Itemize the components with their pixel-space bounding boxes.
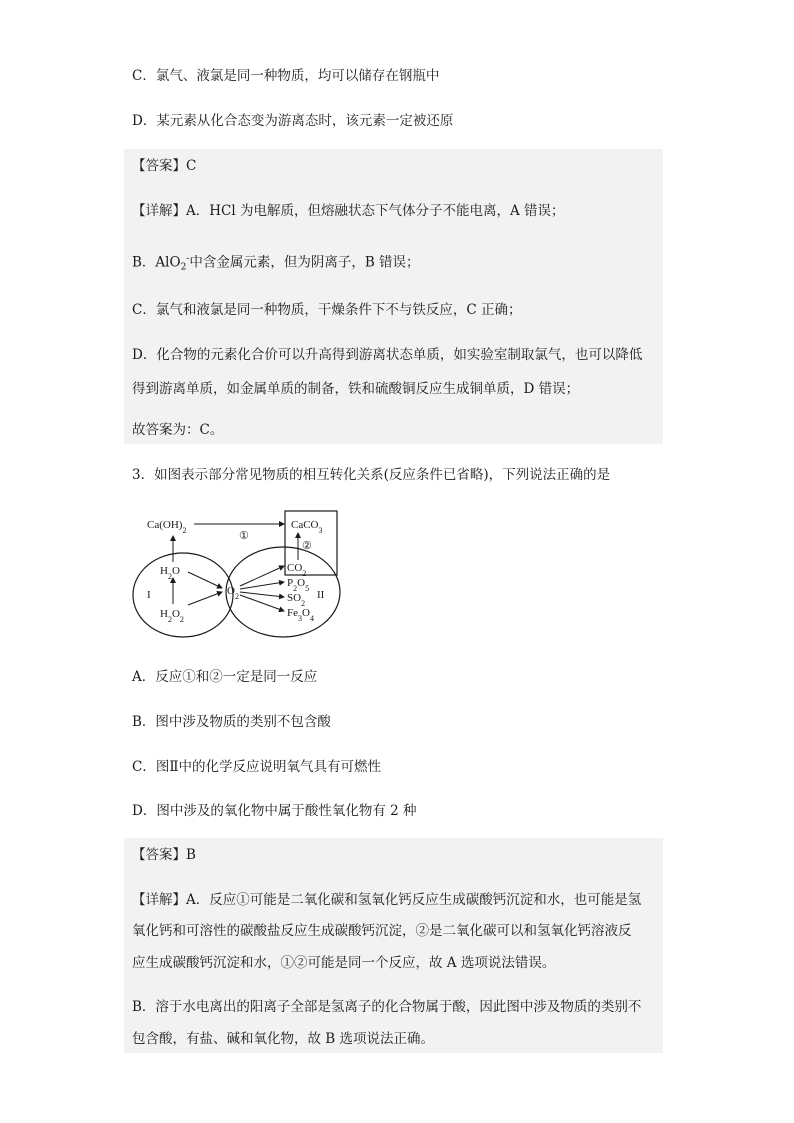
q3-detail-b-line2: 包含酸，有盐、碱和氧化物，故 B 选项说法正确。	[132, 1031, 435, 1047]
q3-option-a-pre: A．反应	[132, 669, 183, 685]
arrow-o2-to-fe3o4	[240, 595, 284, 611]
answer-block-shade-q2	[124, 149, 663, 444]
q2-detail-b-post: 中含金属元素，但为阴离子，B 错误；	[189, 254, 420, 271]
q2-detail-b-pre: B．AlO	[132, 254, 181, 271]
q3-detail-a-line2	[132, 922, 632, 940]
q2-conclusion: 故答案为：C。	[132, 422, 224, 438]
q3-detail-a-line3	[132, 954, 555, 972]
p2o5-label: $P_2O_5$	[287, 577, 310, 593]
q3-option-a-mid: 和	[195, 669, 210, 685]
q2-detail-b-sup: -	[186, 254, 190, 264]
q3-option-a-c2: ②	[209, 669, 223, 685]
q3-detail-a1-c1: ①	[236, 892, 250, 908]
q3-stem: 3．如图表示部分常见物质的相互转化关系(反应条件已省略)，下列说法正确的是	[132, 467, 611, 483]
q3-option-c: C．图Ⅱ中的化学反应说明氧气具有可燃性	[132, 759, 382, 775]
q3-detail-b-line1: B．溶于水电离出的阳离子全部是氢离子的化合物属于酸，因此图中涉及物质的类别不	[132, 999, 642, 1015]
conversion-diagram	[128, 500, 348, 650]
q2-detail-d-line1: D．化合物的元素化合价可以升高得到游离状态单质，如实验室制取氯气，也可以降低	[132, 347, 643, 363]
q3-option-b: B．图中涉及物质的类别不包含酸	[132, 714, 331, 730]
q3-option-a	[132, 668, 317, 686]
co2-label: $CO_2$	[287, 562, 307, 578]
q3-option-d: D．图中涉及的氧化物中属于酸性氧化物有 2 种	[132, 803, 417, 819]
so2-label: $SO_2$	[287, 592, 306, 608]
arrow-o2-to-so2	[240, 592, 284, 597]
arrow-h2o-to-o2	[188, 572, 222, 588]
q3-detail-a1-pre: 【详解】A．反应	[132, 892, 237, 908]
o2-label: $O_2$	[227, 585, 239, 601]
q2-answer: 【答案】C	[132, 158, 197, 174]
reaction-2-label: ②	[302, 540, 312, 552]
fe3o4-label: $Fe_3O_4$	[287, 607, 314, 623]
q3-detail-a3-c1: ①	[280, 955, 294, 971]
h2o2-label: $H_2O_2$	[160, 608, 184, 624]
q3-detail-a2-post: 是二氧化碳可以和氢氧化钙溶液反	[429, 923, 632, 939]
q3-detail-a-line1	[132, 891, 641, 909]
q2-detail-a: 【详解】A．HCl 为电解质，但熔融状态下气体分子不能电离，A 错误；	[132, 203, 565, 219]
q2-detail-b-sub: 2	[180, 262, 187, 273]
q3-detail-a2-pre: 氧化钙和可溶性的碳酸盐反应生成碳酸钙沉淀，	[132, 923, 416, 939]
q3-answer: 【答案】B	[132, 847, 196, 863]
q2-option-c: C．氯气、液氯是同一种物质，均可以储存在钢瓶中	[132, 68, 440, 84]
answer-block-shade-q3	[124, 838, 663, 1053]
caco3-label: CaCO$_3$	[291, 519, 323, 535]
q3-detail-a3-post: 可能是同一个反应，故 A 选项说法错误。	[307, 955, 556, 971]
q2-detail-d-line2: 得到游离单质，如金属单质的制备，铁和硫酸铜反应生成铜单质，D 错误；	[132, 381, 580, 397]
region-ii-label: II	[317, 589, 325, 601]
q3-detail-a2-c2: ②	[415, 923, 429, 939]
q3-detail-a3-pre: 应生成碳酸钙沉淀和水，	[132, 955, 281, 971]
q2-detail-b	[132, 250, 420, 277]
caoh2-label: $Ca(OH)_2$	[147, 519, 187, 535]
q3-detail-a3-c2: ②	[294, 955, 308, 971]
region-i-label: I	[147, 589, 151, 601]
q3-option-a-c1: ①	[182, 669, 196, 685]
q2-option-d: D．某元素从化合态变为游离态时，该元素一定被还原	[132, 113, 454, 129]
h2o-label: $H_2O$	[160, 565, 180, 581]
reaction-1-label: ①	[239, 530, 249, 542]
q2-detail-c: C．氯气和液氯是同一种物质，干燥条件下不与铁反应，C 正确；	[132, 302, 522, 318]
q3-detail-a1-post: 可能是二氧化碳和氢氧化钙反应生成碳酸钙沉淀和水，也可能是氢	[249, 892, 642, 908]
arrow-h2o2-to-o2	[188, 592, 222, 605]
q3-option-a-post: 一定是同一反应	[222, 669, 318, 685]
